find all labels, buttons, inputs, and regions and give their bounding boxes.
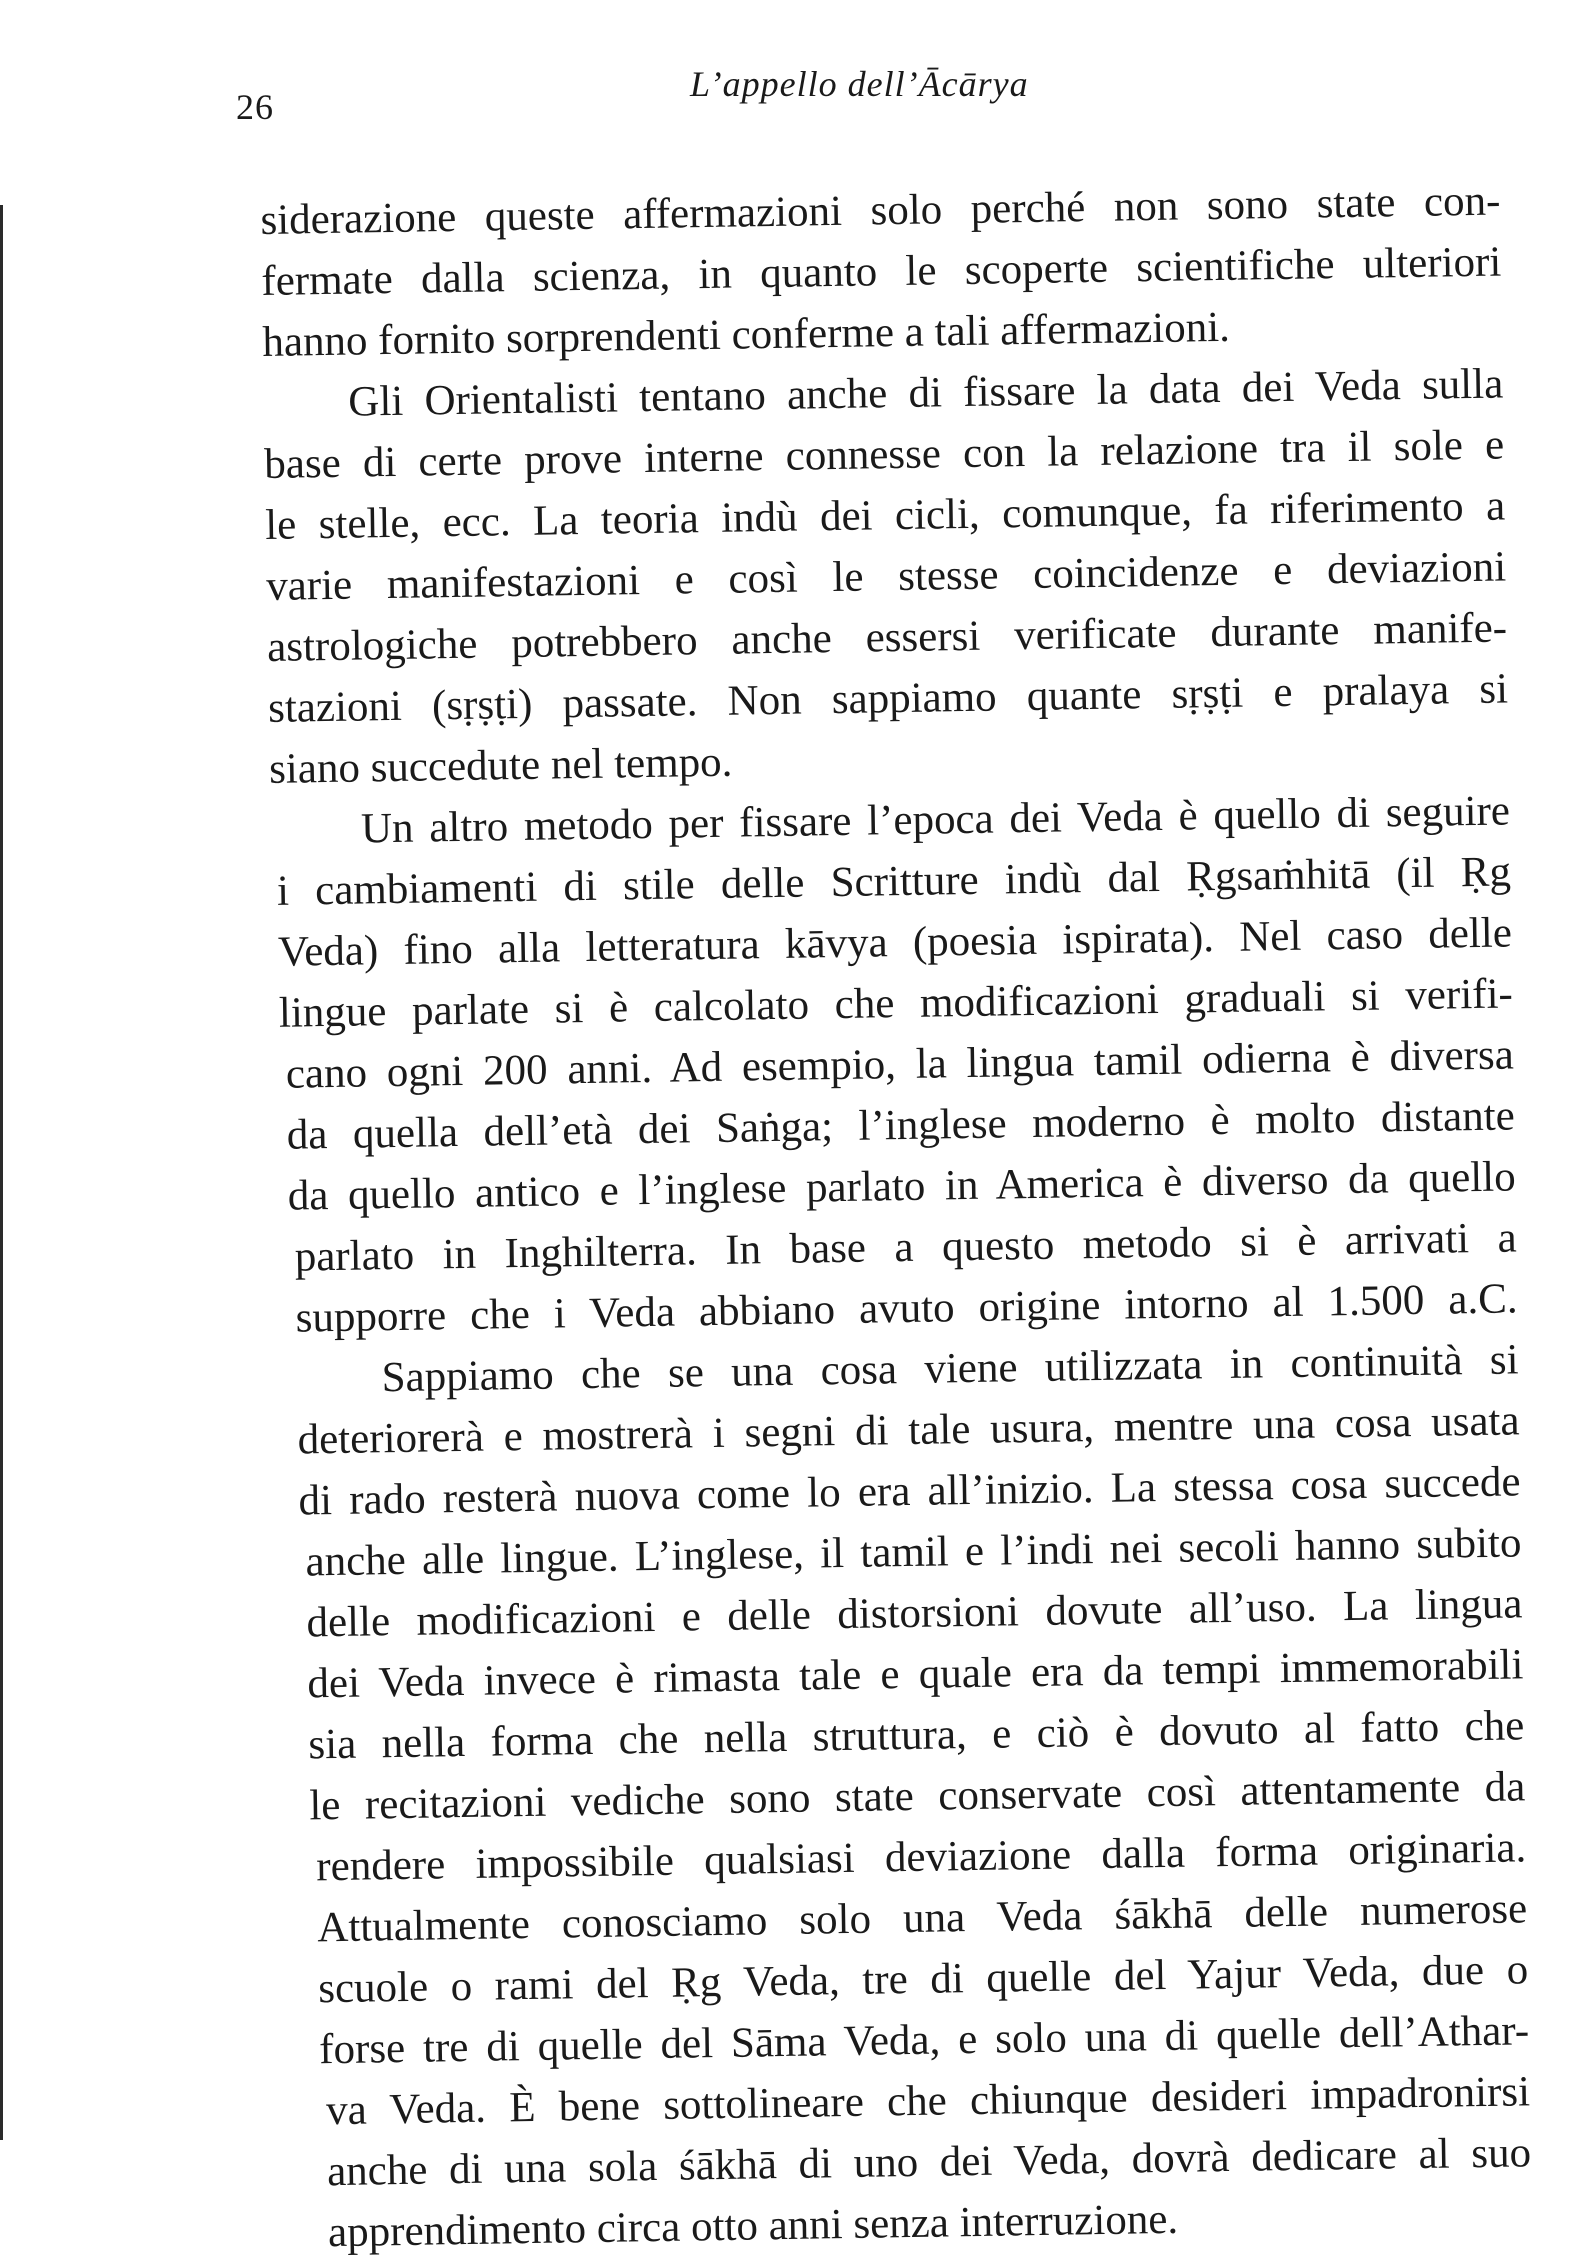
text-line: dei Veda invece è rimasta tale e quale era da tempi immemorabili [307, 1641, 1524, 1708]
text-line: base di certe prove interne connesse con la relazione tra il sole e [263, 421, 1505, 488]
text-line: le stelle, ecc. La teoria indù dei cicli, comunque, fa riferimento a [264, 482, 1506, 549]
text-line: lingue parlate si è calcolato che modificazioni graduali si verifi- [278, 970, 1514, 1037]
text-line: siano succedute nel tempo. [268, 738, 733, 793]
text-line: Veda) fino alla letteratura kāvya (poesia ispirata). Nel caso delle [277, 909, 1513, 976]
text-line: va Veda. È bene sottolineare che chiunque desideri impadronirsi [325, 2068, 1531, 2135]
text-line: apprendimento circa otto anni senza interruzione. [327, 2195, 1179, 2257]
text-line: da quello antico e l’inglese parlato in America è diverso da quello [287, 1153, 1517, 1220]
text-line: supporre che i Veda abbiano avuto origine intorno al 1.500 a.C. [295, 1275, 1518, 1342]
text-line: astrologiche potrebbero anche essersi verificate durante manife- [266, 604, 1508, 671]
text-line: rendere impossibile qualsiasi deviazione dalla forma originaria. [315, 1824, 1527, 1891]
text-line: fermate dalla scienza, in quanto le scoperte scientifiche ulteriori [261, 238, 1502, 305]
text-line: sia nella forma che nella struttura, e ciò è dovuto al fatto che [308, 1702, 1525, 1769]
text-line: Un altro metodo per fissare l’epoca dei Veda è quello di seguire [360, 787, 1511, 853]
text-line: anche di una sola śākhā di uno dei Veda, dovrà dedicare al suo [326, 2129, 1532, 2196]
text-line: Attualmente conosciamo solo una Veda śākhā delle numerose [316, 1885, 1528, 1952]
text-line: siderazione queste affermazioni solo perché non sono state con- [260, 177, 1501, 244]
text-line: Gli Orientalisti tentano anche di fissare la data dei Veda sulla [347, 360, 1504, 426]
text-line: da quella dell’età dei Saṅga; l’inglese moderno è molto distante [286, 1092, 1516, 1159]
text-line: di rado resterà nuova come lo era all’inizio. La stessa cosa succede [298, 1458, 1521, 1525]
text-line: scuole o rami del Ṛg Veda, tre di quelle del Yajur Veda, due o [317, 1946, 1529, 2013]
text-line: delle modificazioni e delle distorsioni dovute all’uso. La lingua [306, 1580, 1523, 1647]
text-line: hanno fornito sorprendenti conferme a tali affermazioni. [262, 303, 1231, 366]
text-line: le recitazioni vediche sono state conservate così attentamente da [309, 1763, 1526, 1830]
text-line: forse tre di quelle del Sāma Veda, e solo una di quelle dell’Athar- [318, 2007, 1530, 2074]
text-line: parlato in Inghilterra. In base a questo metodo si è arrivati a [294, 1214, 1517, 1281]
body-text [260, 171, 1532, 2264]
text-line: varie manifestazioni e così le stesse coincidenze e deviazioni [265, 543, 1507, 610]
text-line: anche alle lingue. L’inglese, il tamil e l’indi nei secoli hanno subito [305, 1519, 1522, 1586]
text-line: cano ogni 200 anni. Ad esempio, la lingua tamil odierna è diversa [285, 1031, 1515, 1098]
page-edge-line [0, 205, 3, 2140]
text-line: i cambiamenti di stile delle Scritture indù dal Ṛgsaṁhitā (il Ṛg [276, 848, 1512, 915]
text-line: deteriorerà e mostrerà i segni di tale usura, mentre una cosa usata [297, 1397, 1520, 1464]
text-line: stazioni (sṛṣṭi) passate. Non sappiamo quante sṛṣṭi e pralaya si [267, 665, 1509, 732]
running-title: L’appello dell’Ācārya [690, 64, 1029, 104]
text-line: Sappiamo che se una cosa viene utilizzata in continuità si [381, 1336, 1519, 1402]
page-number: 26 [236, 87, 274, 127]
